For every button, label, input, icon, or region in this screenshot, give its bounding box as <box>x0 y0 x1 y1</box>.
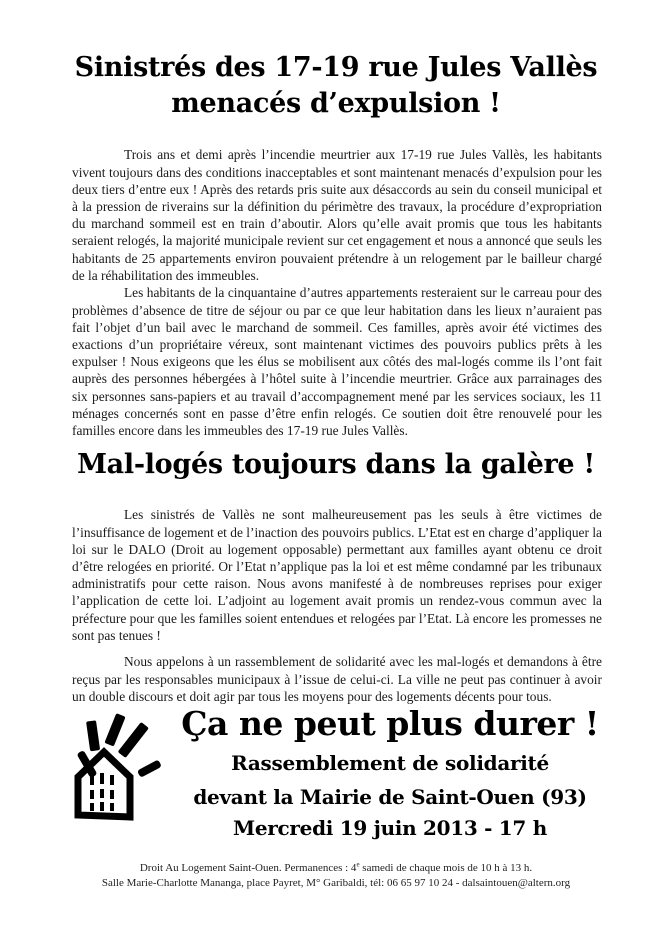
main-title <box>40 50 632 122</box>
call-date-time: Mercredi 19 juin 2013 - 17 h <box>233 816 547 840</box>
paragraph-families: Les habitants de la cinquantaine d’autres appartements resteraient sur le carreau pour des problèmes d’absence de titre de séjour ou par ce que leur habitation dans les lieux n’auraient pas fait l’objet d’un bail avec le marchand de sommeil. Ces familles, après avoir été victimes des exactions d’un propriétaire véreux, sont maintenant victimes des pouvoirs publics prêts à les expulser ! Nous exigeons que les élus se mobilisent aux côtés des mal-logés comme ils l’ont fait auprès des personnes hébergées à l’hôtel suite à l’incendie meurtrier. Grâce aux parrainages des six personnes sans-papiers et au travail d’accompagnement mené par les services sociaux, les 11 ménages concernés sont en passe d’être enfin relogés. Ce soutien doit être renouvelé pour les familles encore dans les immeubles des 17-19 rue Jules Vallès. <box>72 285 602 439</box>
paragraph-intro: Trois ans et demi après l’incendie meurtrier aux 17-19 rue Jules Vallès, les habitants vivent toujours dans des conditions inacceptables et sont maintenant menacés d’expulsion pour les deux tiers d’entre eux ! Après des retards pris suite aux désaccords au sein du conseil municipal et à la pression de riverains sur la définition du périmètre des travaux, la procédure d’expropriation du marchand sommeil est en train d’aboutir. Alors qu’elle avait promis que tous les habitants seraient relogés, la majorité municipale revient sur cet engagement et nous a annoncé que seuls les habitants de 25 appartements environ pouvaient prétendre à un relogement par le bailleur chargé de la réhabilitation des immeubles. <box>72 147 602 283</box>
main-title-line-2: menacés d’expulsion ! <box>171 88 501 119</box>
section-title: Mal-logés toujours dans la galère ! <box>77 449 595 480</box>
logo-finger-logement <box>118 722 149 758</box>
dal-house-hand-logo-icon <box>68 705 168 825</box>
footer-line1-after: samedi de chaque mois de 10 h à 13 h. <box>359 862 533 874</box>
logo-finger-droit <box>86 720 100 751</box>
main-title-line-1: Sinistrés des 17-19 rue Jules Vallès <box>74 52 598 83</box>
logo-thumb <box>137 759 162 777</box>
call-event-type: Rassemblement de solidarité <box>231 751 549 775</box>
footer-line1-before: Droit Au Logement Saint-Ouen. Permanences : 4 <box>139 862 357 874</box>
paragraph-dalo: Les sinistrés de Vallès ne sont malheureusement pas les seuls à être victimes de l’insuffisance de logement et de l’inaction des pouvoirs publics. L’Etat est en charge d’appliquer la loi sur le DALO (Droit au logement opposable) permettant aux familles ayant obtenu ce droit d’être relogées en priorité. Or l’Etat n’applique pas la loi et est même condamné par les tribunaux administratifs pour cette raison. Nous avons manifesté à de nombreuses reprises pour exiger l’application de cette loi. L’adjoint au logement avait promis un rendez-vous commun avec la préfecture pour que les familles soient entendues et relogées par l’Etat. Là encore les promesses ne sont pas tenues ! <box>72 507 602 643</box>
footer-contact: Salle Marie-Charlotte Mananga, place Payret, M° Garibaldi, tél: 06 65 97 10 24 - dalsaintouen@altern.org <box>101 877 571 889</box>
logo-house-windows <box>90 773 114 811</box>
dal-logo <box>68 705 168 825</box>
footer-line1-sup: e <box>356 860 360 869</box>
paragraph-appeal: Nous appelons à un rassemblement de solidarité avec les mal-logés et demandons à être reçus par les responsables municipaux à l’issue de celui-ci. La ville ne peut pas continuer à avoir un double discours et doit agir par tous les moyens pour des logements décents pour tous. <box>72 654 602 704</box>
call-headline: Ça ne peut plus durer ! <box>181 704 599 743</box>
logo-finger-au <box>104 713 125 746</box>
call-location: devant la Mairie de Saint-Ouen (93) <box>193 785 587 809</box>
footer-permanences <box>40 861 632 876</box>
